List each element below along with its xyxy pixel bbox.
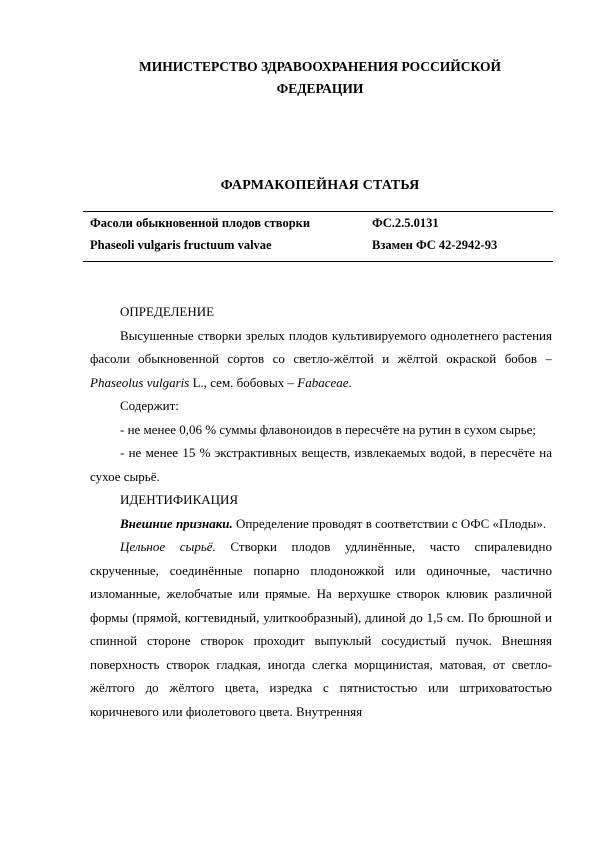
external-signs-paragraph	[90, 512, 552, 536]
content-item-flavonoids: - не менее 0,06 % суммы флавоноидов в пересчёте на рутин в сухом сырье;	[120, 421, 536, 437]
definition-end: .	[348, 374, 352, 390]
header-rule-top	[83, 211, 553, 212]
ministry-line-1: МИНИСТЕРСТВО ЗДРАВООХРАНЕНИЯ РОССИЙСКОЙ	[138, 59, 502, 74]
definition-heading: ОПРЕДЕЛЕНИЕ	[120, 304, 215, 319]
species-latin-name: Phaseolus vulgaris	[90, 374, 190, 390]
external-signs-text: Определение проводят в соответствии с ОФС «Плоды».	[232, 515, 547, 531]
definition-text: Высушенные створки зрелых плодов культивируемого однолетнего растения фасоли обыкновенной сортов со светло-жёлтой и жёлтой окраской бобов –	[90, 327, 552, 366]
identification-heading: ИДЕНТИФИКАЦИЯ	[120, 492, 239, 507]
external-signs-label: Внешние признаки.	[120, 515, 233, 531]
monograph-name-latin: Phaseoli vulgaris fructuum valvae	[90, 238, 272, 252]
monograph-name-ru: Фасоли обыкновенной плодов створки	[90, 216, 311, 230]
family-latin-name: Fabaceae	[297, 374, 349, 390]
ministry-header	[90, 56, 550, 100]
ministry-line-2: ФЕДЕРАЦИИ	[276, 81, 364, 96]
monograph-code: ФС.2.5.0131	[372, 216, 439, 230]
document-title: ФАРМАКОПЕЙНАЯ СТАТЬЯ	[220, 178, 420, 193]
header-rule-bottom	[83, 261, 553, 262]
monograph-replaces: Взамен ФС 42-2942-93	[372, 238, 498, 252]
definition-paragraph	[90, 324, 552, 395]
whole-raw-material-label: Цельное сырьё.	[120, 539, 216, 554]
content-item-extractives: - не менее 15 % экстрактивных веществ, извлекаемых водой, в пересчёте на сухое сырьё.	[90, 445, 552, 484]
contains-label: Содержит:	[120, 398, 179, 413]
author-family-text: L., сем. бобовых –	[189, 374, 298, 390]
whole-raw-material-paragraph	[90, 535, 552, 723]
whole-raw-material-text: Створки плодов удлинённые, часто спиралевидно скрученные, соединённые попарно плодоножкой или одиночные, частично изломанные, желобчатые или прямые. На верхушке створок клювик различной формы (прямой, когтевидный, улиткообразный), длиной до 1,5 см. По брюшной и спинной стороне створок проходит выпуклый сосудистый пучок. Внешняя поверхность створок гладкая, иногда слегка морщинистая, матовая, от светло-жёлтого до жёлтого цвета, изредка с пятнистостью или штриховатостью коричневого или фиолетового цвета. Внутренняя	[90, 539, 552, 719]
monograph-body	[90, 300, 552, 723]
